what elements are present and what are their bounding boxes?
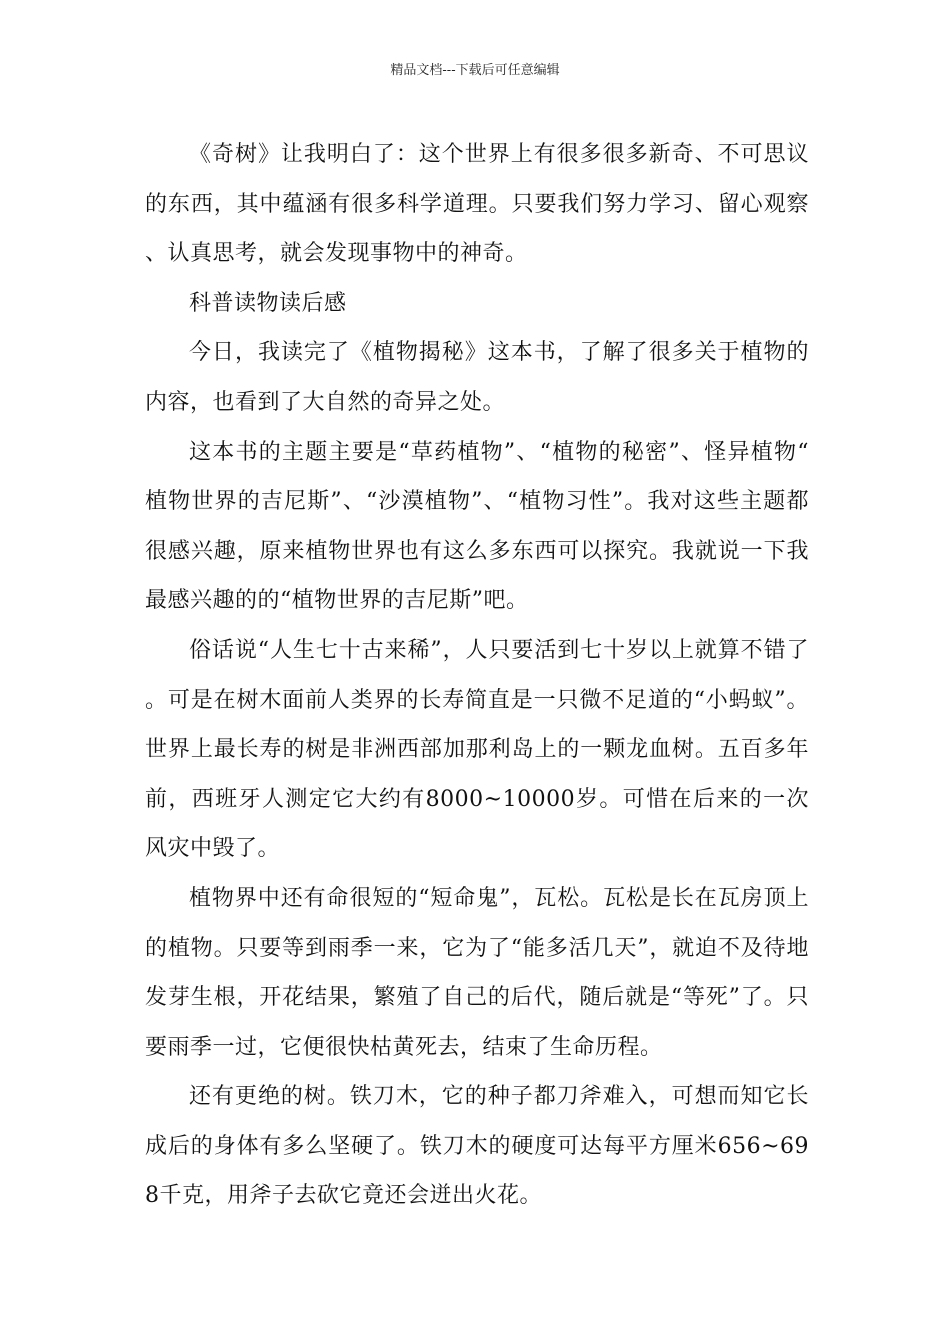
paragraph-short-lived: 植物界中还有命很短的“短命鬼”，瓦松。瓦松是长在瓦房顶上的植物。只要等到雨季一来，它为了“能多活几天”，就迫不及待地发芽生根，开花结果，繁殖了自己的后代，随后就是“等死”了。只要雨季一过，它便很快枯黄死去，结束了生命历程。 [145, 885, 809, 1060]
page-header: 精品文档---下载后可任意编辑 [390, 63, 560, 78]
section-heading: 科普读物读后感 [189, 290, 347, 316]
document-body [145, 130, 809, 1221]
paragraph-ironwood: 还有更绝的树。铁刀木，它的种子都刀斧难入，可想而知它长成后的身体有多么坚硬了。铁刀木的硬度可达每平方厘米656~698千克，用斧子去砍它竟还会迸出火花。 [145, 1084, 809, 1209]
paragraph-themes: 这本书的主题主要是“草药植物”、“植物的秘密”、怪异植物“植物世界的吉尼斯”、“沙漠植物”、“植物习性”。我对这些主题都很感兴趣，原来植物世界也有这么多东西可以探究。我就说一下我最感兴趣的的“植物世界的吉尼斯”吧。 [145, 439, 809, 614]
paragraph-longevity: 俗话说“人生七十古来稀”，人只要活到七十岁以上就算不错了。可是在树木面前人类界的长寿简直是一只微不足道的“小蚂蚁”。世界上最长寿的树是非洲西部加那利岛上的一颗龙血树。五百多年前，西班牙人测定它大约有8000~10000岁。可惜在后来的一次风灾中毁了。 [145, 637, 809, 862]
paragraph-intro: 今日，我读完了《植物揭秘》这本书，了解了很多关于植物的内容，也看到了大自然的奇异之处。 [145, 340, 809, 415]
paragraph-qishu-summary: 《奇树》让我明白了：这个世界上有很多很多新奇、不可思议的东西，其中蕴涵有很多科学道理。只要我们努力学习、留心观察、认真思考，就会发现事物中的神奇。 [145, 142, 809, 267]
